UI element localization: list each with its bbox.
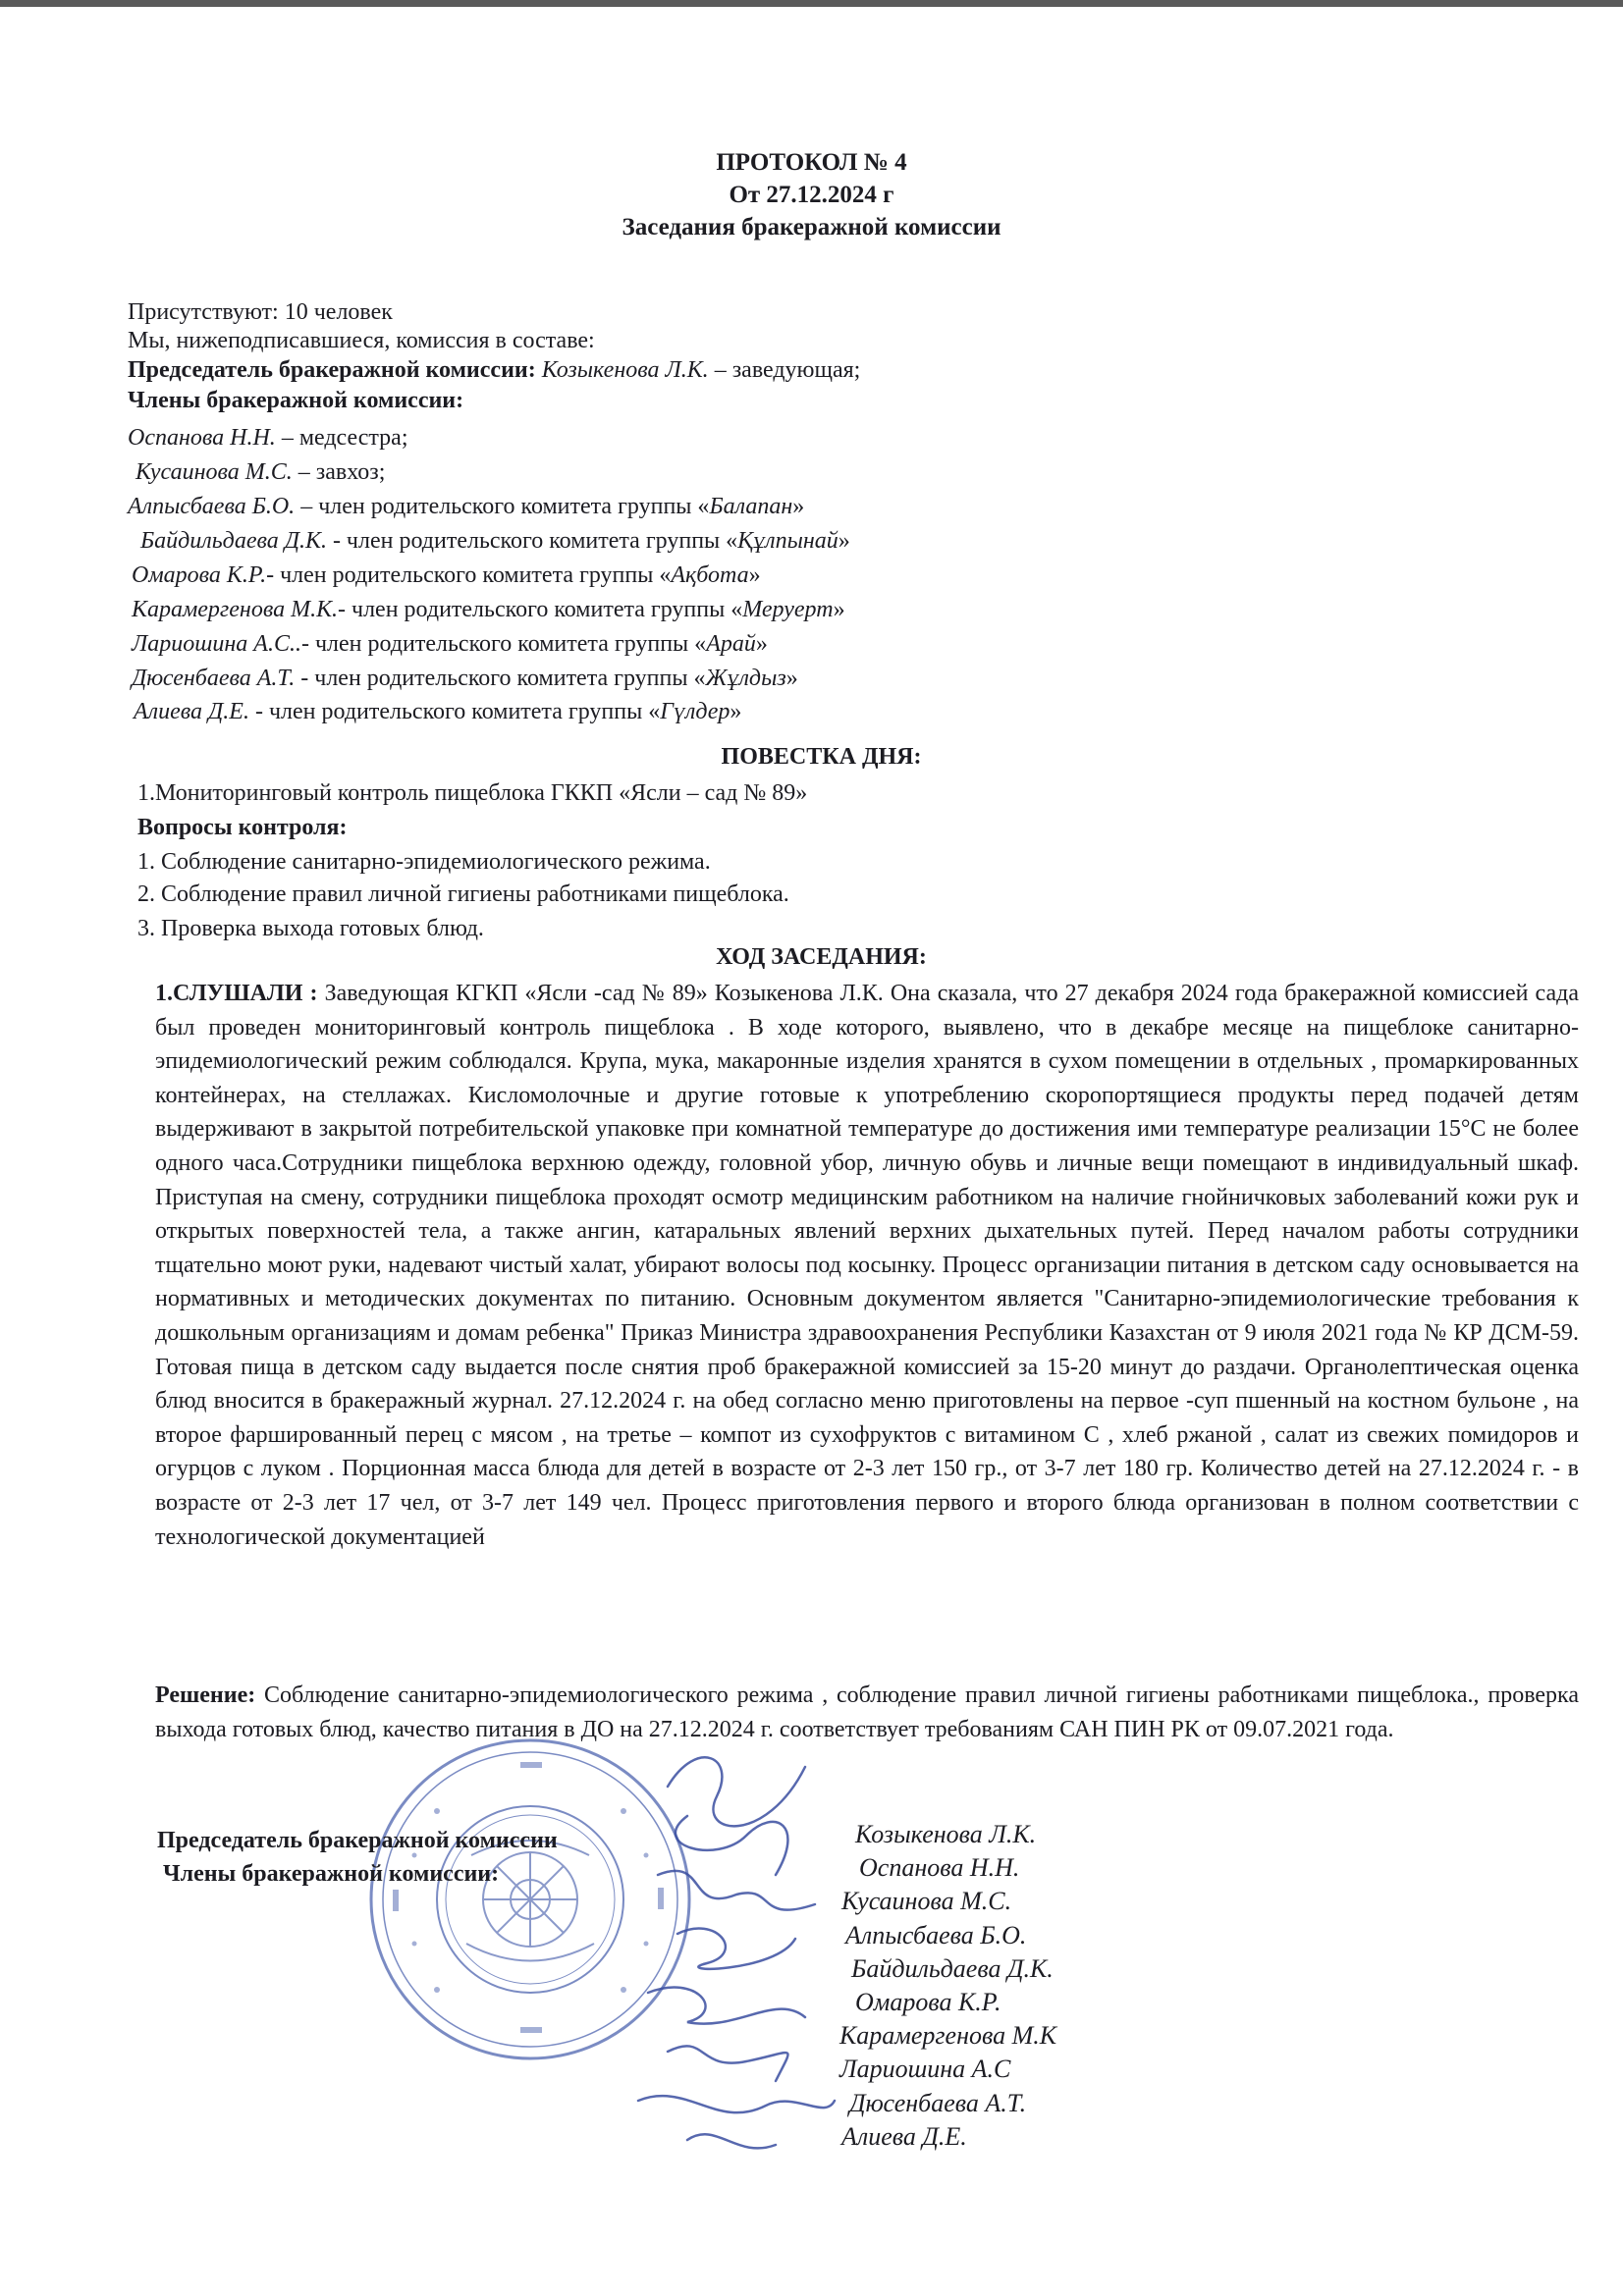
scan-edge (0, 0, 1623, 7)
member-line (132, 631, 768, 658)
member-line (128, 494, 804, 520)
member-group-end: » (730, 699, 742, 724)
protocol-subtitle: Заседания бракеражной комиссии (622, 214, 1001, 240)
member-group: Балапан (709, 494, 793, 519)
member-group: Гүлдер (660, 699, 730, 724)
signature-names (839, 1818, 1056, 2154)
signature-name: Козыкенова Л.К. (855, 1820, 1037, 1848)
chair-line (128, 357, 860, 384)
agenda-heading: ПОВЕСТКА ДНЯ: (721, 744, 922, 770)
member-role: - член родительского комитета группы « (326, 528, 738, 554)
member-line (132, 597, 845, 623)
signature-name: Омарова К.Р. (855, 1988, 1001, 2017)
question-item: 2. Соблюдение правил личной гигиены работниками пищеблока. (137, 881, 789, 907)
signature-name: Оспанова Н.Н. (859, 1853, 1020, 1883)
member-group: Меруерт (742, 597, 834, 622)
member-group: Жұлдыз (705, 666, 786, 691)
member-name: Алпысбаева Б.О. (128, 494, 296, 519)
member-line (140, 528, 850, 555)
member-name: Омарова К.Р. (132, 562, 267, 588)
heard-paragraph (155, 977, 1579, 1554)
member-group-end: » (785, 666, 798, 691)
heard-text: Заведующая КГКП «Ясли -сад № 89» Козыкенова Л.К. Она сказала, что 27 декабря 2024 года бракеражной комиссией сада был проведен мониторинговый контроль пищеблока . В ходе которого, выявлено, что в декабре месяце на пищеблоке санитарно-эпидемиологический режим соблюдался. Крупа, мука, макаронные изделия хранятся в сухом помещении в отдельных , промаркированных контейнерах, на стеллажах. Кисломолочные и другие готовые к употреблению скоропортящиеся продукты перед подачей детям выдерживают в закрытой потребительской упаковке при комнатной температуре до достижения ими температуре реализации 15°С не более одного часа.Сотрудники пищеблока верхнюю одежду, головной убор, личную обувь и личные вещи помещают в индивидуальный шкаф. Приступая на смену, сотрудники пищеблока проходят осмотр медицинским работником на наличие гнойничковых заболеваний кожи рук и открытых поверхностей тела, а также ангин, катаральных явлений верхних дыхательных путей. Перед началом работы сотрудники тщательно моют руки, надевают чистый халат, убирают волосы под косынку. Процесс организации питания в детском саду основывается на нормативных и методических документах по питанию. Основным документом является "Санитарно-эпидемиологические требования к дошкольным организациям и домам ребенка" Приказ Министра здравоохранения Республики Казахстан от 9 июля 2021 года № КР ДСМ-59. Готовая пища в детском саду выдается после снятия проб бракеражной комиссией за 15-20 минут до раздачи. Органолептическая оценка блюд вносится в бракеражный журнал. 27.12.2024 г. на обед согласно меню приготовлены на первое -суп пшенный на костном бульоне , на второе фаршированный перец с мясом , на третье – компот из сухофруктов с витамином С , хлеб ржаной , салат из свежих помидоров и огурцов с луком . Порционная масса блюда для детей в возрасте от 2-3 лет 150 гр., от 3-7 лет 180 гр. Количество детей на 27.12.2024 г. - в возрасте от 2-3 лет 17 чел, от 3-7 лет 149 чел. Процесс приготовления первого и второго блюда организован в полном соответствии с технологической документацией (155, 981, 1579, 1550)
chair-name: Козыкенова Л.К. (541, 357, 709, 383)
decision-label: Решение: (155, 1682, 256, 1708)
members-signature-label: Члены бракеражной комиссии: (163, 1861, 500, 1887)
chair-signature-label: Председатель бракеражной комиссии (157, 1828, 558, 1853)
member-role: - член родительского комитета группы « (266, 562, 672, 588)
signature-name: Лариошина А.С (839, 2055, 1011, 2084)
member-name: Кусаинова М.С. (135, 459, 293, 485)
member-group-end: » (838, 528, 850, 554)
member-role: - член родительского комитета группы « (300, 631, 707, 657)
member-group: Ақбота (671, 562, 749, 588)
chair-label: Председатель бракеражной комиссии: (128, 357, 536, 383)
member-name: Оспанова Н.Н. (128, 425, 276, 451)
member-group: Арай (706, 631, 756, 657)
member-line (134, 699, 741, 725)
protocol-date: От 27.12.2024 г (729, 182, 894, 208)
agenda-item: 1.Мониторинговый контроль пищеблока ГККП «Ясли – сад № 89» (137, 780, 808, 806)
member-line (132, 666, 798, 692)
signature-name: Алпысбаева Б.О. (845, 1920, 1027, 1949)
chair-role: – заведующая; (708, 357, 861, 383)
member-line (132, 562, 761, 589)
signature-name: Кусаинова М.С. (841, 1887, 1012, 1916)
member-group-end: » (833, 597, 845, 622)
members-label: Члены бракеражной комиссии: (128, 388, 464, 413)
signature-name: Дюсенбаева А.Т. (849, 2088, 1027, 2117)
member-role: - член родительского комитета группы « (338, 597, 743, 622)
member-name: Карамергенова М.К. (132, 597, 339, 622)
signature-name: Алиева Д.Е. (841, 2121, 967, 2151)
questions-label: Вопросы контроля: (137, 815, 348, 840)
member-group-end: » (792, 494, 805, 519)
member-name: Лариошина А.С.. (132, 631, 301, 657)
member-role: – медсестра; (275, 425, 408, 451)
member-role: - член родительского комитета группы « (295, 666, 706, 691)
question-item: 3. Проверка выхода готовых блюд. (137, 916, 484, 941)
member-role: – завхоз; (292, 459, 386, 485)
decision-text: Соблюдение санитарно-эпидемиологического режима , соблюдение правил личной гигиены работниками пищеблока., проверка выхода готовых блюд, качество питания в ДО на 27.12.2024 г. соответствует требованиям САН ПИН РК от 09.07.2021 года. (155, 1682, 1579, 1742)
heard-label: 1.СЛУШАЛИ : (155, 981, 318, 1006)
member-name: Алиева Д.Е. (134, 699, 249, 724)
member-group-end: » (748, 562, 761, 588)
signature-name: Байдильдаева Д.К. (851, 1953, 1054, 1983)
member-line (128, 425, 408, 452)
handwritten-signatures (628, 1728, 844, 2179)
member-name: Дюсенбаева А.Т. (132, 666, 296, 691)
member-name: Байдильдаева Д.К. (140, 528, 327, 554)
protocol-title: ПРОТОКОЛ № 4 (716, 149, 907, 176)
member-role: – член родительского комитета группы « (295, 494, 710, 519)
proceedings-heading: ХОД ЗАСЕДАНИЯ: (716, 944, 927, 970)
member-group-end: » (755, 631, 768, 657)
member-role: - член родительского комитета группы « (248, 699, 661, 724)
question-item: 1. Соблюдение санитарно-эпидемиологического режима. (137, 849, 711, 875)
signature-name: Карамергенова М.К (839, 2021, 1057, 2051)
commission-intro: Мы, нижеподписавшиеся, комиссия в составе: (128, 328, 595, 353)
member-group: Құлпынай (737, 528, 839, 554)
attendance-count: Присутствуют: 10 человек (128, 299, 393, 325)
member-line (135, 459, 385, 486)
